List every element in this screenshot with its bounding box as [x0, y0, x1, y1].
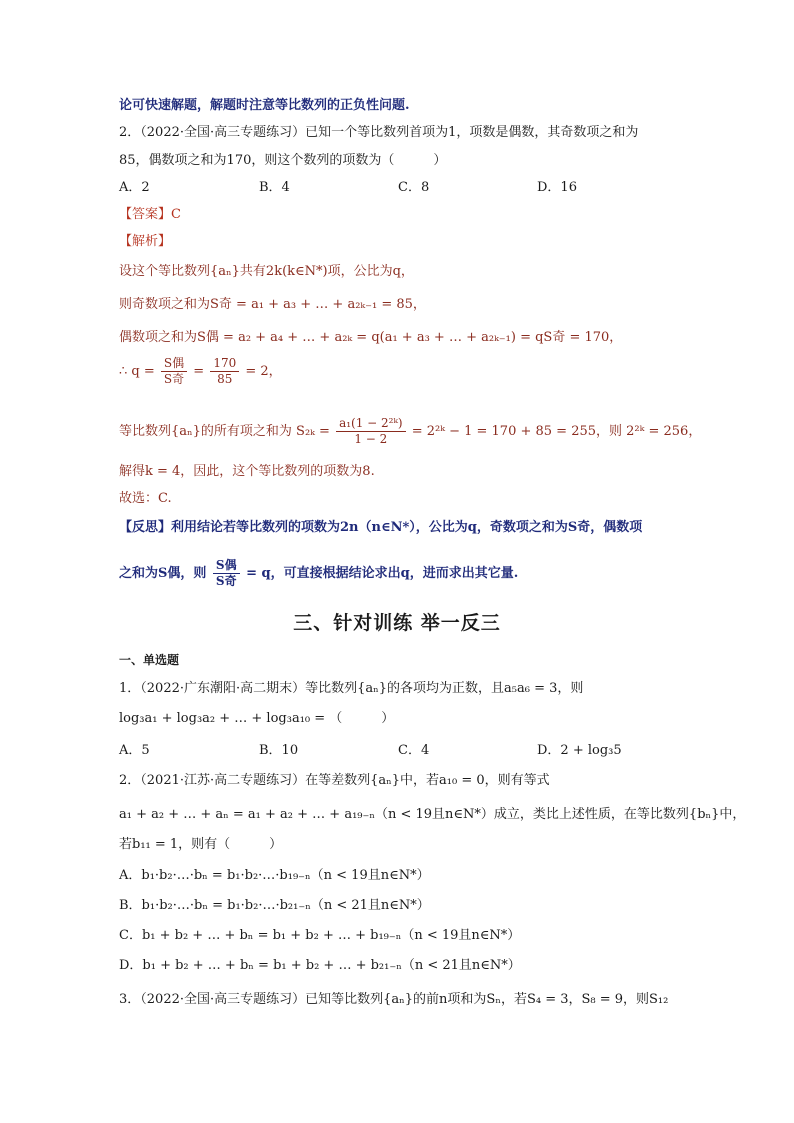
fraction-denominator: 1 − 2: [354, 432, 388, 446]
q-suffix: = 2，: [245, 364, 282, 379]
example2-stem-line2: 85，偶数项之和为170，则这个数列的项数为（ ）: [119, 153, 447, 168]
fraction-numerator: S偶: [161, 356, 187, 372]
solution-line4: ∴ q = $\frac{\text{S偶}}{\text{S奇}}$ = $\frac{170}{85}$ = 2，: [119, 356, 282, 386]
reflection-suffix: = q，可直接根据结论求出q，进而求出其它量.: [246, 566, 519, 581]
analysis-label: 【解析】: [119, 234, 172, 249]
example2-option-a: A．2: [119, 180, 150, 195]
fraction-denominator: S奇: [163, 372, 185, 386]
solution-line5: [119, 414, 702, 450]
fraction-numerator: 170: [210, 356, 239, 372]
fraction-denominator: S奇: [215, 574, 237, 588]
reflection-fraction: [213, 558, 240, 589]
subsection-title: 一、单选题: [119, 653, 180, 667]
example2-option-d: D．16: [537, 180, 577, 195]
choice-line: 故选：C.: [119, 491, 172, 506]
170-over-85-fraction: [210, 356, 239, 387]
q-prefix: ∴ q =: [119, 364, 155, 379]
sum-prefix: 等比数列{aₙ}的所有项之和为 S₂ₖ =: [119, 424, 330, 439]
fraction-numerator: a₁(1 − 2²ᵏ): [336, 416, 405, 432]
q2-option-c: C．b₁ + b₂ + … + bₙ = b₁ + b₂ + … + b₁₉₋ₙ（n < 19且n∈N*）: [119, 928, 521, 943]
example2-stem-line1: 2．（2022·全国·高三专题练习）已知一个等比数列首项为1，项数是偶数，其奇数项之和为: [119, 125, 639, 140]
q2-option-d: D．b₁ + b₂ + … + bₙ = b₁ + b₂ + … + b₂₁₋ₙ（n < 21且n∈N*）: [119, 958, 521, 973]
q1-option-d: D．2 + log₃5: [537, 743, 622, 758]
reflection-line2: [119, 556, 694, 592]
example2-option-b: B．4: [259, 180, 290, 195]
reflection-line1: 【反思】利用结论若等比数列的项数为2n（n∈N*），公比为q，奇数项之和为S奇，偶数项: [119, 520, 643, 535]
q1-stem-line1: 1．（2022·广东潮阳·高二期末）等比数列{aₙ}的各项均为正数，且a₅a₆ = 3，则: [119, 681, 584, 696]
section-heading: 三、针对训练 举一反三: [293, 612, 501, 634]
intro-tail-text: 论可快速解题，解题时注意等比数列的正负性问题.: [119, 98, 410, 113]
fraction-denominator: 85: [217, 372, 233, 386]
fraction-numerator: S偶: [213, 558, 240, 574]
q2-stem-line1: 2．（2021·江苏·高二专题练习）在等差数列{aₙ}中，若a₁₀ = 0，则有等式: [119, 773, 550, 788]
q3-stem-line1: 3．（2022·全国·高三专题练习）已知等比数列{aₙ}的前n项和为Sₙ，若S₄ = 3，S₈ = 9，则S₁₂: [119, 992, 669, 1007]
q2-option-b: B．b₁·b₂·…·bₙ = b₁·b₂·…·b₂₁₋ₙ（n < 21且n∈N*）: [119, 898, 430, 913]
sum-formula-fraction: [336, 416, 405, 447]
solution-line1: 设这个等比数列{aₙ}共有2k(k∈N*)项，公比为q，: [119, 264, 414, 279]
q2-option-a: A．b₁·b₂·…·bₙ = b₁·b₂·…·b₁₉₋ₙ（n < 19且n∈N*）: [119, 868, 430, 883]
q1-stem-line2: log₃a₁ + log₃a₂ + … + log₃a₁₀ = （ ）: [119, 711, 395, 726]
q2-stem-line3: 若b₁₁ = 1，则有（ ）: [119, 837, 283, 852]
sum-suffix: = 2²ᵏ − 1 = 170 + 85 = 255，则 2²ᵏ = 256，: [411, 424, 702, 439]
q1-option-a: A．5: [119, 743, 150, 758]
q1-option-b: B．10: [259, 743, 299, 758]
solution-line3: 偶数项之和为S偶 = a₂ + a₄ + … + a₂ₖ = q(a₁ + a₃ + … + a₂ₖ₋₁) = qS奇 = 170，: [119, 330, 623, 345]
reflection-prefix: 之和为S偶，则: [119, 566, 207, 581]
solution-line2: 则奇数项之和为S奇 = a₁ + a₃ + … + a₂ₖ₋₁ = 85，: [119, 297, 426, 312]
answer-label: 【答案】C: [119, 207, 181, 222]
q1-option-c: C．4: [398, 743, 430, 758]
example2-option-c: C．8: [398, 180, 430, 195]
solution-line6: 解得k = 4，因此，这个等比数列的项数为8.: [119, 464, 375, 479]
s-even-over-s-odd-fraction: [161, 356, 187, 387]
q2-stem-line2: a₁ + a₂ + … + aₙ = a₁ + a₂ + … + a₁₉₋ₙ（n < 19且n∈N*）成立，类比上述性质，在等比数列{bₙ}中，: [119, 807, 746, 822]
